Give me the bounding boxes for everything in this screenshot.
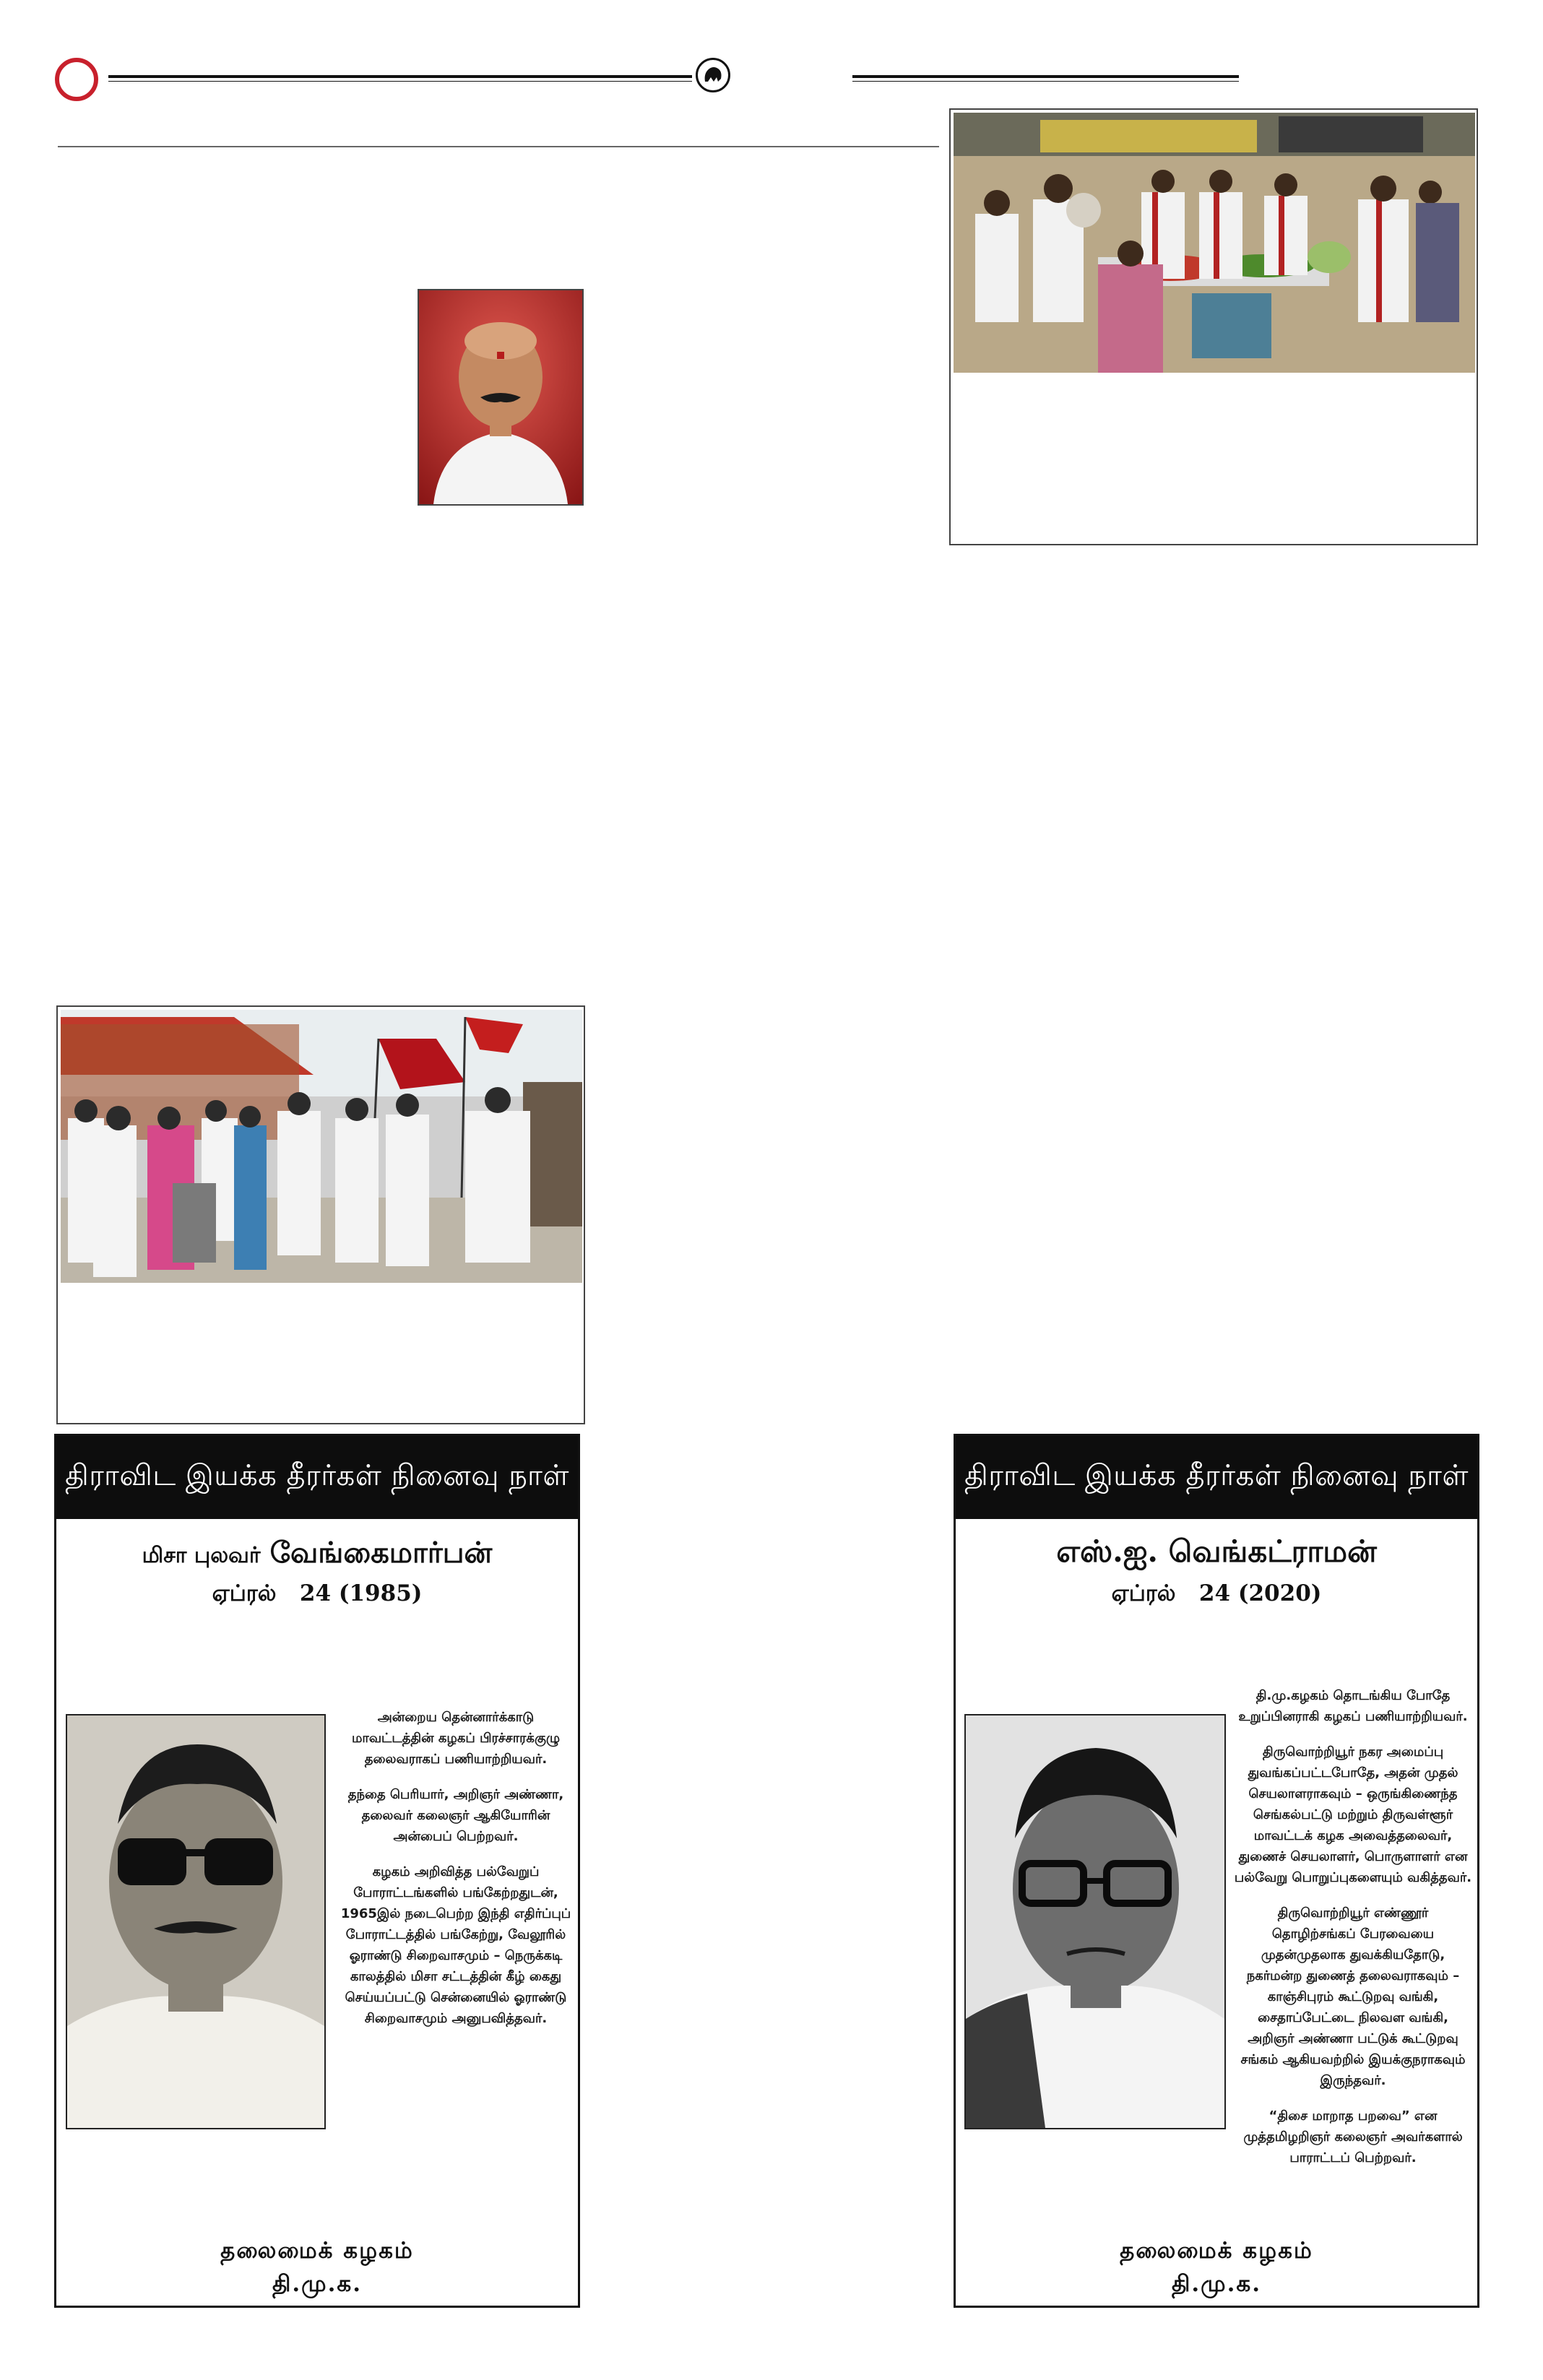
event-photo-rally — [61, 1010, 582, 1283]
masthead-rule-right — [852, 75, 1239, 78]
memorial-left-photo — [66, 1714, 326, 2129]
event-photo-vendors — [954, 113, 1475, 373]
memorial-right-photo — [964, 1714, 1226, 2129]
memorial-right-bio-para: திருவொற்றியூர் எண்ணூர் தொழிற்சங்கப் பேரவையை முதன்முதலாக துவக்கியதோடு, நகர்மன்ற துணைத் தலைவராகவும் – காஞ்சிபுரம் கூட்டுறவு வங்கி, சைதாப்பேட்டை நிலவள வங்கி, அறிஞர் அண்ணா பட்டுக் கூட்டுறவு சங்கம் ஆகியவற்றில் இயக்குநராகவும் இருந்தவர். — [1240, 1905, 1466, 2088]
memorial-left-bio-para: அன்றைய தென்னார்க்காடு மாவட்டத்தின் கழகப் பிரச்சாரக்குழு தலைவராகப் பணியாற்றியவர். — [351, 1710, 561, 1767]
memorial-right-bio-para: திருவொற்றியூர் நகர அமைப்பு துவங்கப்பட்டபோதே, அதன் முதல் செயலாளராகவும் – ஒருங்கிணைந்த செங்கல்பட்டு மற்றும் திருவள்ளூர் மாவட்டக் கழக அவைத்தலைவர், துணைச் செயலாளர், பொருளாளர் என பல்வேறு பொறுப்புகளையும் வகித்தவர். — [1234, 1744, 1472, 1885]
memorial-left-footer-2: தி.மு.க. — [272, 2271, 363, 2297]
memorial-left-name-line — [56, 1536, 578, 1573]
memorial-right-bio — [1234, 1685, 1472, 2183]
memorial-right-name: எஸ்.ஐ. வெங்கட்ராமன் — [1056, 1533, 1377, 1569]
event-photo-box-top-right — [949, 108, 1478, 545]
memorial-card-left — [54, 1434, 580, 2308]
memorial-left-name: வேங்கைமார்பன் — [269, 1536, 493, 1570]
memorial-left-prefix: மிசா புலவர் — [142, 1543, 261, 1568]
memorial-left-footer-1: தலைமைக் கழகம் — [220, 2238, 414, 2264]
masthead-rule-left-thin — [108, 81, 692, 82]
masthead-rule-left — [108, 75, 692, 78]
memorial-left-bio-para: கழகம் அறிவித்த பல்வேறுப் போராட்டங்களில் பங்கேற்றதுடன், 1965இல் நடைபெற்ற இந்தி எதிர்ப்புப் போராட்டத்தில் பங்கேற்று, வேலூரில் ஓராண்டு சிறைவாசமும் – நெருக்கடி காலத்தில் மிசா சட்டத்தின் கீழ் கைது செய்யப்பட்டு சென்னையில் ஓராண்டு சிறைவாசமும் அனுபவித்தவர். — [340, 1864, 571, 2026]
masthead-rule-right-thin — [852, 81, 1239, 82]
portrait-photo — [418, 289, 584, 506]
party-emblem-icon — [696, 58, 730, 92]
memorial-right-bio-para: “திசை மாறாத பறவை” என முத்தமிழறிஞர் கலைஞர் அவர்களால் பாராட்டப் பெற்றவர். — [1243, 2108, 1463, 2165]
masthead-logo-circle — [55, 58, 98, 101]
event-photo-box-left — [56, 1005, 585, 1424]
memorial-left-bio-para: தந்தை பெரியார், அறிஞர் அண்ணா, தலைவர் கலைஞர் ஆகியோரின் அன்பைப் பெற்றவர். — [347, 1787, 564, 1844]
memorial-left-date: ஏப்ரல் 24 (1985) — [212, 1580, 423, 1606]
memorial-right-date: ஏப்ரல் 24 (2020) — [1111, 1580, 1322, 1606]
memorial-right-header: திராவிட இயக்க தீரர்கள் நினைவு நாள் — [956, 1436, 1477, 1519]
memorial-right-bio-para: தி.மு.கழகம் தொடங்கிய போதே உறுப்பினராகி கழகப் பணியாற்றியவர். — [1238, 1688, 1468, 1724]
memorial-left-header: திராவிட இயக்க தீரர்கள் நினைவு நாள் — [56, 1436, 578, 1519]
memorial-card-right — [954, 1434, 1479, 2308]
memorial-left-bio — [337, 1707, 575, 2043]
memorial-right-footer-2: தி.மு.க. — [1171, 2271, 1262, 2297]
section-divider — [58, 146, 939, 147]
memorial-right-footer-1: தலைமைக் கழகம் — [1120, 2238, 1313, 2264]
